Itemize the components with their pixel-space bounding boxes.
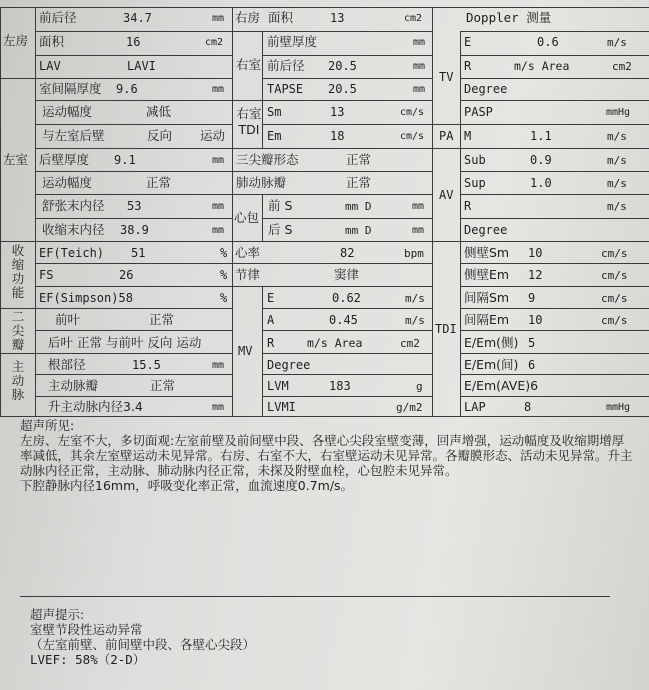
pasp-unit: mmHg: [606, 107, 631, 118]
aorta-valve-value: 正常: [150, 378, 176, 393]
lv-pw-motion-label: 运动幅度: [42, 175, 93, 190]
grid-line: [262, 124, 432, 125]
heart-rate-label: 心率: [235, 245, 261, 260]
rhythm-value: 窦律: [334, 267, 360, 282]
tdi-lat-sm-unit: cm/s: [601, 247, 628, 260]
grid-line: [262, 308, 432, 309]
mv-e-value: 0.62: [332, 291, 361, 305]
grid-line: [35, 124, 232, 125]
conclusion-heading: 超声提示:: [30, 607, 85, 622]
section-label-pericardium: 心包: [234, 210, 260, 225]
pericardium-back-label: 后 S: [268, 222, 293, 237]
lvmi-label: LVMI: [267, 400, 296, 414]
rv-ap-value: 20.5: [328, 59, 357, 73]
av-sub-value: 0.9: [530, 153, 552, 167]
tv-degree-label: Degree: [464, 82, 508, 96]
tdi-lat-em-value: 12: [528, 268, 543, 282]
section-label-lv: 左室: [3, 152, 29, 167]
lv-ivs-label: 室间隔厚度: [39, 81, 102, 96]
grid-line: [460, 78, 649, 79]
doppler-header: Doppler 测量: [466, 10, 552, 25]
la-area-label: 面积: [39, 34, 65, 49]
grid-line: [262, 353, 432, 354]
mv-a-value: 0.45: [329, 313, 358, 327]
tv-e-unit: m/s: [607, 36, 627, 49]
la-area-value: 16: [126, 35, 141, 49]
av-sup-label: Sup: [464, 176, 486, 190]
grid-line: [262, 100, 263, 148]
lap-value: 8: [524, 400, 532, 414]
mitral-posterior-text: 后叶 正常 与前叶 反向 运动: [48, 335, 202, 350]
findings-text: 左房、左室不大，多切面观:左室前壁及前间壁中段、各壁心尖段室壁变薄，回声增强，运动幅度及收缩期增厚率减低，其余左室壁运动未见异常。右房、右室不大，右室壁运动未见异常。各瓣膜形态、活动未见异常。升主动脉内径正常，主动脉、肺动脉内径正常，未探及附壁血栓，心包腔未见异常。: [20, 433, 633, 478]
lv-pw-unit: mm: [212, 155, 225, 166]
grid-line: [432, 148, 649, 149]
rv-tapse-value: 20.5: [328, 82, 357, 96]
grid-line: [460, 100, 649, 101]
av-r-label: R: [464, 199, 472, 213]
la-ap-unit: mm: [212, 13, 225, 24]
grid-line: [460, 353, 649, 354]
section-label-tdi: TDI: [435, 322, 457, 336]
grid-line: [262, 330, 432, 331]
findings-section: [20, 418, 635, 493]
rv-tdi-em-unit: cm/s: [400, 131, 425, 142]
la-lavi-label: LAVI: [127, 59, 156, 73]
tv-r-mid: m/s Area: [514, 59, 570, 73]
grid-line: [35, 330, 232, 331]
tdi-sep-sm-unit: cm/s: [601, 292, 628, 305]
grid-line: [460, 218, 649, 219]
ra-area-value: 13: [330, 11, 345, 25]
pericardium-front-unit1: mm D: [345, 200, 372, 213]
heart-rate-value: 82: [340, 246, 355, 260]
rv-tdi-sm-label: Sm: [267, 105, 282, 119]
aorta-root-unit: mm: [212, 360, 225, 371]
section-label-la: 左房: [3, 33, 29, 48]
lv-pw-value: 9.1: [114, 153, 136, 167]
ef-teich-label: EF(Teich): [39, 246, 105, 260]
tdi-ee-lat-value: 5: [528, 336, 536, 350]
grid-line: [460, 308, 649, 309]
fs-value: 26: [119, 268, 134, 282]
ef-teich-value: 51: [131, 246, 146, 260]
grid-line: [0, 416, 649, 417]
ef-simpson-unit: %: [220, 291, 228, 305]
conclusion-line2: （左室前壁、前间壁中段、各壁心尖段）: [30, 637, 256, 652]
tdi-ee-lat-label: E/Em(侧): [464, 335, 519, 350]
grid-line: [35, 55, 232, 56]
rv-wall-unit: mm: [413, 37, 426, 48]
mv-e-unit: m/s: [405, 292, 425, 305]
av-sub-unit: m/s: [607, 154, 627, 167]
av-sub-label: Sub: [464, 153, 486, 167]
grid-line: [232, 7, 233, 416]
grid-line: [35, 148, 232, 149]
lv-motion-label: 运动幅度: [42, 104, 93, 119]
conclusion-line1: 室壁节段性运动异常: [30, 622, 143, 637]
grid-line: [460, 194, 649, 195]
tricuspid-value: 正常: [346, 152, 372, 167]
ef-simpson-label: EF(Simpson)58: [39, 291, 133, 305]
mv-r-label: R: [267, 336, 275, 350]
av-r-unit: m/s: [607, 200, 627, 213]
lv-esd-label: 收缩末内径: [42, 222, 105, 237]
grid-line: [232, 171, 432, 172]
grid-line: [35, 218, 232, 219]
section-label-systolic-function: 收缩功能: [11, 243, 25, 300]
lv-sync-label: 与左室后壁: [42, 128, 105, 143]
lap-label: LAP: [464, 400, 486, 414]
findings-heading: 超声所见:: [20, 418, 75, 433]
tdi-lat-sm-label: 侧壁Sm: [464, 245, 510, 260]
rhythm-label: 节律: [235, 267, 261, 282]
grid-line: [232, 148, 432, 149]
fs-unit: %: [220, 268, 228, 282]
rv-tdi-sm-value: 13: [330, 105, 345, 119]
ra-area-label: 面积: [268, 10, 294, 25]
tv-r-unit: cm2: [612, 60, 632, 73]
tdi-ee-ave-label: E/Em(AVE)6: [464, 378, 539, 393]
lap-unit: mmHg: [606, 402, 631, 413]
pericardium-back-unit2: mm: [412, 225, 425, 236]
pa-m-unit: m/s: [607, 130, 627, 143]
av-sup-unit: m/s: [607, 177, 627, 190]
tdi-sep-em-label: 间隔Em: [464, 312, 510, 327]
rv-tdi-em-label: Em: [267, 129, 282, 143]
mv-r-unit: cm2: [400, 337, 420, 350]
mv-a-unit: m/s: [405, 314, 425, 327]
grid-line: [35, 286, 232, 287]
section-label-rv: 右室: [236, 57, 262, 72]
section-label-mitral: 二尖瓣: [11, 309, 25, 352]
rv-tdi-em-value: 18: [330, 129, 345, 143]
lv-sync-value: 反向: [147, 128, 173, 143]
grid-line: [232, 263, 432, 264]
lvm-unit: g: [416, 380, 423, 393]
divider: [20, 596, 610, 597]
section-label-rv-tdi: 右室TDI: [236, 106, 262, 137]
section-label-av: AV: [439, 188, 454, 202]
tdi-sep-sm-label: 间隔Sm: [464, 290, 510, 305]
grid-line: [460, 286, 649, 287]
aorta-asc-unit: mm: [212, 402, 225, 413]
pericardium-front-label: 前 S: [268, 198, 293, 213]
pericardium-front-unit2: mm: [412, 201, 425, 212]
lv-ivs-unit: mm: [212, 84, 225, 95]
aorta-asc-label: 升主动脉内径3.4: [48, 399, 143, 414]
ra-area-unit: cm2: [404, 13, 423, 24]
rv-ap-label: 前后径: [267, 58, 305, 73]
grid-line: [460, 374, 649, 375]
section-label-tv: TV: [439, 70, 454, 84]
pulmonary-label: 肺动脉瓣: [236, 175, 287, 190]
rv-wall-label: 前壁厚度: [267, 34, 318, 49]
grid-line: [35, 171, 232, 172]
tv-e-label: E: [464, 35, 472, 49]
lv-sync-suffix: 运动: [200, 128, 226, 143]
lv-edd-unit: mm: [212, 201, 225, 212]
grid-line: [262, 286, 263, 416]
grid-line: [262, 78, 432, 79]
fs-label: FS: [39, 268, 54, 282]
heart-rate-unit: bpm: [404, 247, 424, 260]
av-sup-value: 1.0: [530, 176, 552, 190]
lv-pw-motion-value: 正常: [146, 175, 172, 190]
rv-tapse-unit: mm: [413, 84, 426, 95]
grid-line: [460, 263, 649, 264]
grid-line: [262, 194, 263, 241]
tdi-sep-em-unit: cm/s: [601, 314, 628, 327]
tricuspid-label: 三尖瓣形态: [236, 152, 299, 167]
tdi-sep-em-value: 10: [528, 313, 543, 327]
grid-line: [460, 31, 461, 416]
la-ap-value: 34.7: [123, 11, 152, 25]
la-ap-label: 前后径: [39, 10, 77, 25]
lv-edd-label: 舒张末内径: [42, 198, 105, 213]
lv-edd-value: 53: [127, 199, 142, 213]
rv-tapse-label: TAPSE: [267, 82, 304, 96]
pasp-label: PASP: [464, 105, 493, 119]
grid-line: [0, 7, 649, 8]
mitral-anterior-label: 前叶: [55, 312, 81, 327]
grid-line: [35, 7, 36, 416]
rv-tdi-sm-unit: cm/s: [400, 107, 425, 118]
section-label-pa: PA: [439, 129, 454, 143]
av-degree-label: Degree: [464, 223, 508, 237]
ef-teich-unit: %: [220, 246, 228, 260]
section-label-ra: 右房: [235, 10, 261, 25]
grid-line: [262, 218, 432, 219]
grid-line: [460, 171, 649, 172]
grid-line: [460, 330, 649, 331]
tv-r-label: R: [464, 59, 472, 73]
mv-r-mid: m/s Area: [307, 336, 363, 350]
tdi-sep-sm-value: 9: [528, 291, 536, 305]
grid-line: [35, 263, 232, 264]
conclusion-section: [30, 607, 630, 667]
lvmi-unit: g/m2: [396, 401, 423, 414]
aorta-valve-label: 主动脉瓣: [48, 378, 99, 393]
grid-line: [35, 374, 232, 375]
section-label-mv: MV: [238, 344, 253, 358]
pulmonary-value: 正常: [346, 175, 372, 190]
lv-pw-label: 后壁厚度: [39, 152, 90, 167]
tdi-lat-sm-value: 10: [528, 246, 543, 260]
la-lav-label: LAV: [39, 59, 61, 73]
tdi-lat-em-label: 侧壁Em: [464, 267, 510, 282]
grid-line: [35, 396, 232, 397]
aorta-root-label: 根部径: [48, 357, 86, 372]
grid-line: [432, 7, 433, 416]
grid-line: [0, 7, 1, 416]
pa-m-label: M: [464, 129, 472, 143]
findings-ivc: 下腔静脉内径16mm，呼吸变化率正常，血流速度0.7m/s。: [20, 478, 354, 493]
pa-m-value: 1.1: [530, 129, 552, 143]
tdi-lat-em-unit: cm/s: [601, 269, 628, 282]
grid-line: [35, 194, 232, 195]
grid-line: [0, 241, 649, 242]
pericardium-back-unit1: mm D: [345, 224, 372, 237]
grid-line: [35, 31, 232, 32]
grid-line: [262, 55, 432, 56]
la-area-unit: cm2: [205, 37, 224, 48]
lvm-value: 183: [329, 379, 351, 393]
mv-e-label: E: [267, 291, 275, 305]
lvm-label: LVM: [267, 379, 289, 393]
lv-esd-value: 38.9: [120, 223, 149, 237]
lv-esd-unit: mm: [212, 225, 225, 236]
grid-line: [35, 100, 232, 101]
mitral-anterior-value: 正常: [149, 312, 175, 327]
mv-a-label: A: [267, 313, 275, 327]
grid-line: [262, 31, 263, 100]
lv-motion-value: 减低: [146, 104, 172, 119]
grid-line: [262, 396, 432, 397]
grid-line: [460, 55, 649, 56]
mv-degree-label: Degree: [267, 358, 311, 372]
grid-line: [432, 124, 649, 125]
rv-ap-unit: mm: [413, 61, 426, 72]
grid-line: [460, 31, 649, 32]
grid-line: [262, 374, 432, 375]
tv-e-value: 0.6: [537, 35, 559, 49]
tdi-ee-sep-value: 6: [528, 358, 536, 372]
grid-line: [460, 396, 649, 397]
tdi-ee-sep-label: E/Em(间): [464, 357, 519, 372]
aorta-root-value: 15.5: [132, 358, 161, 372]
section-label-aorta: 主动脉: [11, 359, 25, 402]
lv-ivs-value: 9.6: [116, 82, 138, 96]
conclusion-lvef: LVEF: 58%（2-D）: [30, 652, 146, 667]
